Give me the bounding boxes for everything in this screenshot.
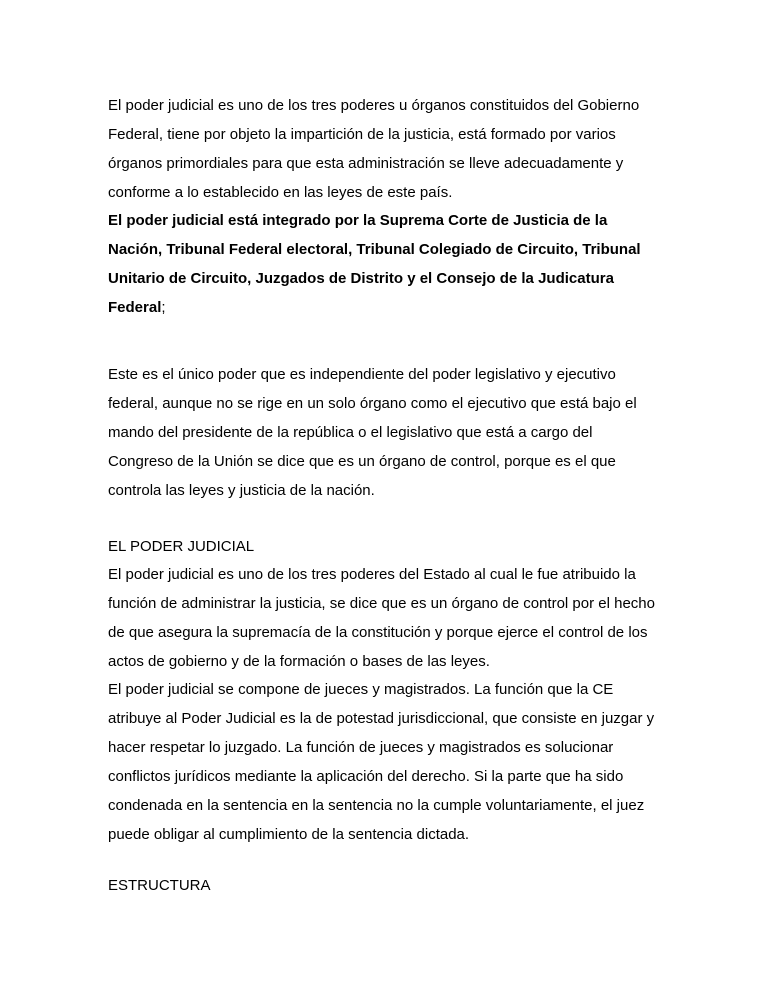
text-line: de que asegura la supremacía de la constitución y porque ejerce el control de los (108, 624, 648, 641)
text-line: El poder judicial se compone de jueces y magistrados. La función que la CE (108, 681, 614, 698)
text-line: atribuye al Poder Judicial es la de potestad jurisdiccional, que consiste en juzgar y (108, 710, 655, 727)
text-line: Unitario de Circuito, Juzgados de Distrito y el Consejo de la Judicatura (108, 270, 614, 287)
text-line: hacer respetar lo juzgado. La función de jueces y magistrados es solucionar (108, 739, 614, 756)
text-line: El poder judicial está integrado por la Suprema Corte de Justicia de la (108, 212, 608, 229)
text-line: El poder judicial es uno de los tres poderes u órganos constituidos del Gobierno (108, 97, 640, 114)
text-line: puede obligar al cumplimiento de la sentencia dictada. (108, 826, 470, 843)
text-line: actos de gobierno y de la formación o bases de las leyes. (108, 653, 490, 670)
section-heading: EL PODER JUDICIAL (108, 538, 255, 555)
section-heading: ESTRUCTURA (108, 877, 211, 894)
text-line: conflictos jurídicos mediante la aplicación del derecho. Si la parte que ha sido (108, 768, 624, 785)
text-line: El poder judicial es uno de los tres poderes del Estado al cual le fue atribuido la (108, 566, 636, 583)
text-line: Federal, tiene por objeto la impartición de la justicia, está formado por varios (108, 126, 616, 143)
text-line: mando del presidente de la república o el legislativo que está a cargo del (108, 424, 593, 441)
text-line: federal, aunque no se rige en un solo órgano como el ejecutivo que está bajo el (108, 395, 637, 412)
text-line: conforme a lo establecido en las leyes de este país. (108, 184, 453, 201)
text-line: controla las leyes y justicia de la nación. (108, 482, 375, 499)
text-line: condenada en la sentencia en la sentencia no la cumple voluntariamente, el juez (108, 797, 645, 814)
text-line: Este es el único poder que es independiente del poder legislativo y ejecutivo (108, 366, 616, 383)
bold-word: Federal (108, 299, 162, 316)
text-line: función de administrar la justicia, se dice que es un órgano de control por el hecho (108, 595, 655, 612)
text-line: órganos primordiales para que esta administración se lleve adecuadamente y (108, 155, 624, 172)
text-line: Nación, Tribunal Federal electoral, Tribunal Colegiado de Circuito, Tribunal (108, 241, 641, 258)
text-line: Congreso de la Unión se dice que es un órgano de control, porque es el que (108, 453, 616, 470)
text-line (108, 298, 166, 318)
trailing-punctuation: ; (161, 299, 166, 316)
